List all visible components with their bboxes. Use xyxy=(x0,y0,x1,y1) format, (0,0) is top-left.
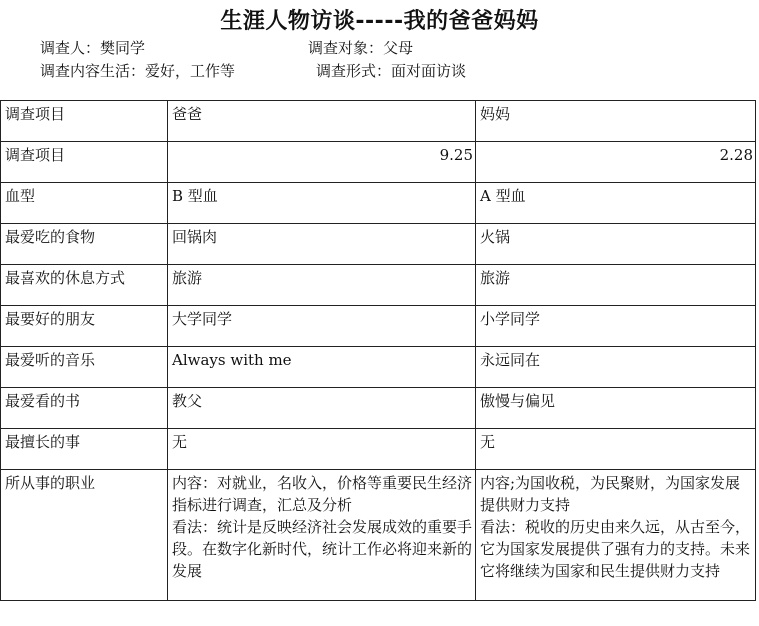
father-cell: Always with me xyxy=(168,347,476,388)
mother-cell: 旅游 xyxy=(476,265,756,306)
row-label: 调查项目 xyxy=(1,101,168,142)
table-row xyxy=(1,224,756,265)
form-line: 调查形式：面对面访谈 xyxy=(316,62,467,80)
mother-cell xyxy=(476,470,756,601)
content-line: 调查内容生活：爱好，工作等 xyxy=(40,62,236,80)
table-row xyxy=(1,429,756,470)
table-row xyxy=(1,265,756,306)
row-label: 最喜欢的休息方式 xyxy=(1,265,168,306)
mother-cell: 小学同学 xyxy=(476,306,756,347)
mother-job-view: 看法：税收的历史由来久远，从古至今，它为国家发展提供了强有力的支持。未来它将继续为国家和民生提供财力支持 xyxy=(480,518,751,580)
table-row xyxy=(1,388,756,429)
row-label: 最爱听的音乐 xyxy=(1,347,168,388)
row-label: 最爱吃的食物 xyxy=(1,224,168,265)
row-label: 调查项目 xyxy=(1,142,168,183)
father-cell xyxy=(168,470,476,601)
row-label: 血型 xyxy=(1,183,168,224)
mother-cell: 傲慢与偏见 xyxy=(476,388,756,429)
document-title: 生涯人物访谈-----我的爸爸妈妈 xyxy=(220,9,539,34)
mother-cell: 2.28 xyxy=(476,142,756,183)
table-row xyxy=(1,306,756,347)
interview-table xyxy=(0,100,756,601)
father-cell: 大学同学 xyxy=(168,306,476,347)
row-label: 最要好的朋友 xyxy=(1,306,168,347)
father-cell: 教父 xyxy=(168,388,476,429)
father-job-view: 看法：统计是反映经济社会发展成效的重要手段。在数字化新时代，统计工作必将迎来新的发展 xyxy=(172,518,473,580)
table-row xyxy=(1,470,756,601)
father-job-content: 内容：对就业，名收入，价格等重要民生经济指标进行调查，汇总及分析 xyxy=(172,474,473,514)
mother-cell: 妈妈 xyxy=(476,101,756,142)
father-cell: 爸爸 xyxy=(168,101,476,142)
mother-cell: 无 xyxy=(476,429,756,470)
table-row xyxy=(1,142,756,183)
table-row xyxy=(1,101,756,142)
father-cell: 旅游 xyxy=(168,265,476,306)
mother-cell: 火锅 xyxy=(476,224,756,265)
row-label: 最擅长的事 xyxy=(1,429,168,470)
row-label: 最爱看的书 xyxy=(1,388,168,429)
father-cell: B 型血 xyxy=(168,183,476,224)
mother-cell: A 型血 xyxy=(476,183,756,224)
table-row xyxy=(1,347,756,388)
table-row xyxy=(1,183,756,224)
mother-cell: 永远同在 xyxy=(476,347,756,388)
row-label: 所从事的职业 xyxy=(1,470,168,601)
mother-job-content: 内容;为国收税，为民聚财，为国家发展提供财力支持 xyxy=(480,474,741,514)
father-cell: 回锅肉 xyxy=(168,224,476,265)
investigator-line: 调查人：樊同学 xyxy=(40,39,146,57)
father-cell: 9.25 xyxy=(168,142,476,183)
father-cell: 无 xyxy=(168,429,476,470)
subject-line: 调查对象：父母 xyxy=(308,39,414,57)
